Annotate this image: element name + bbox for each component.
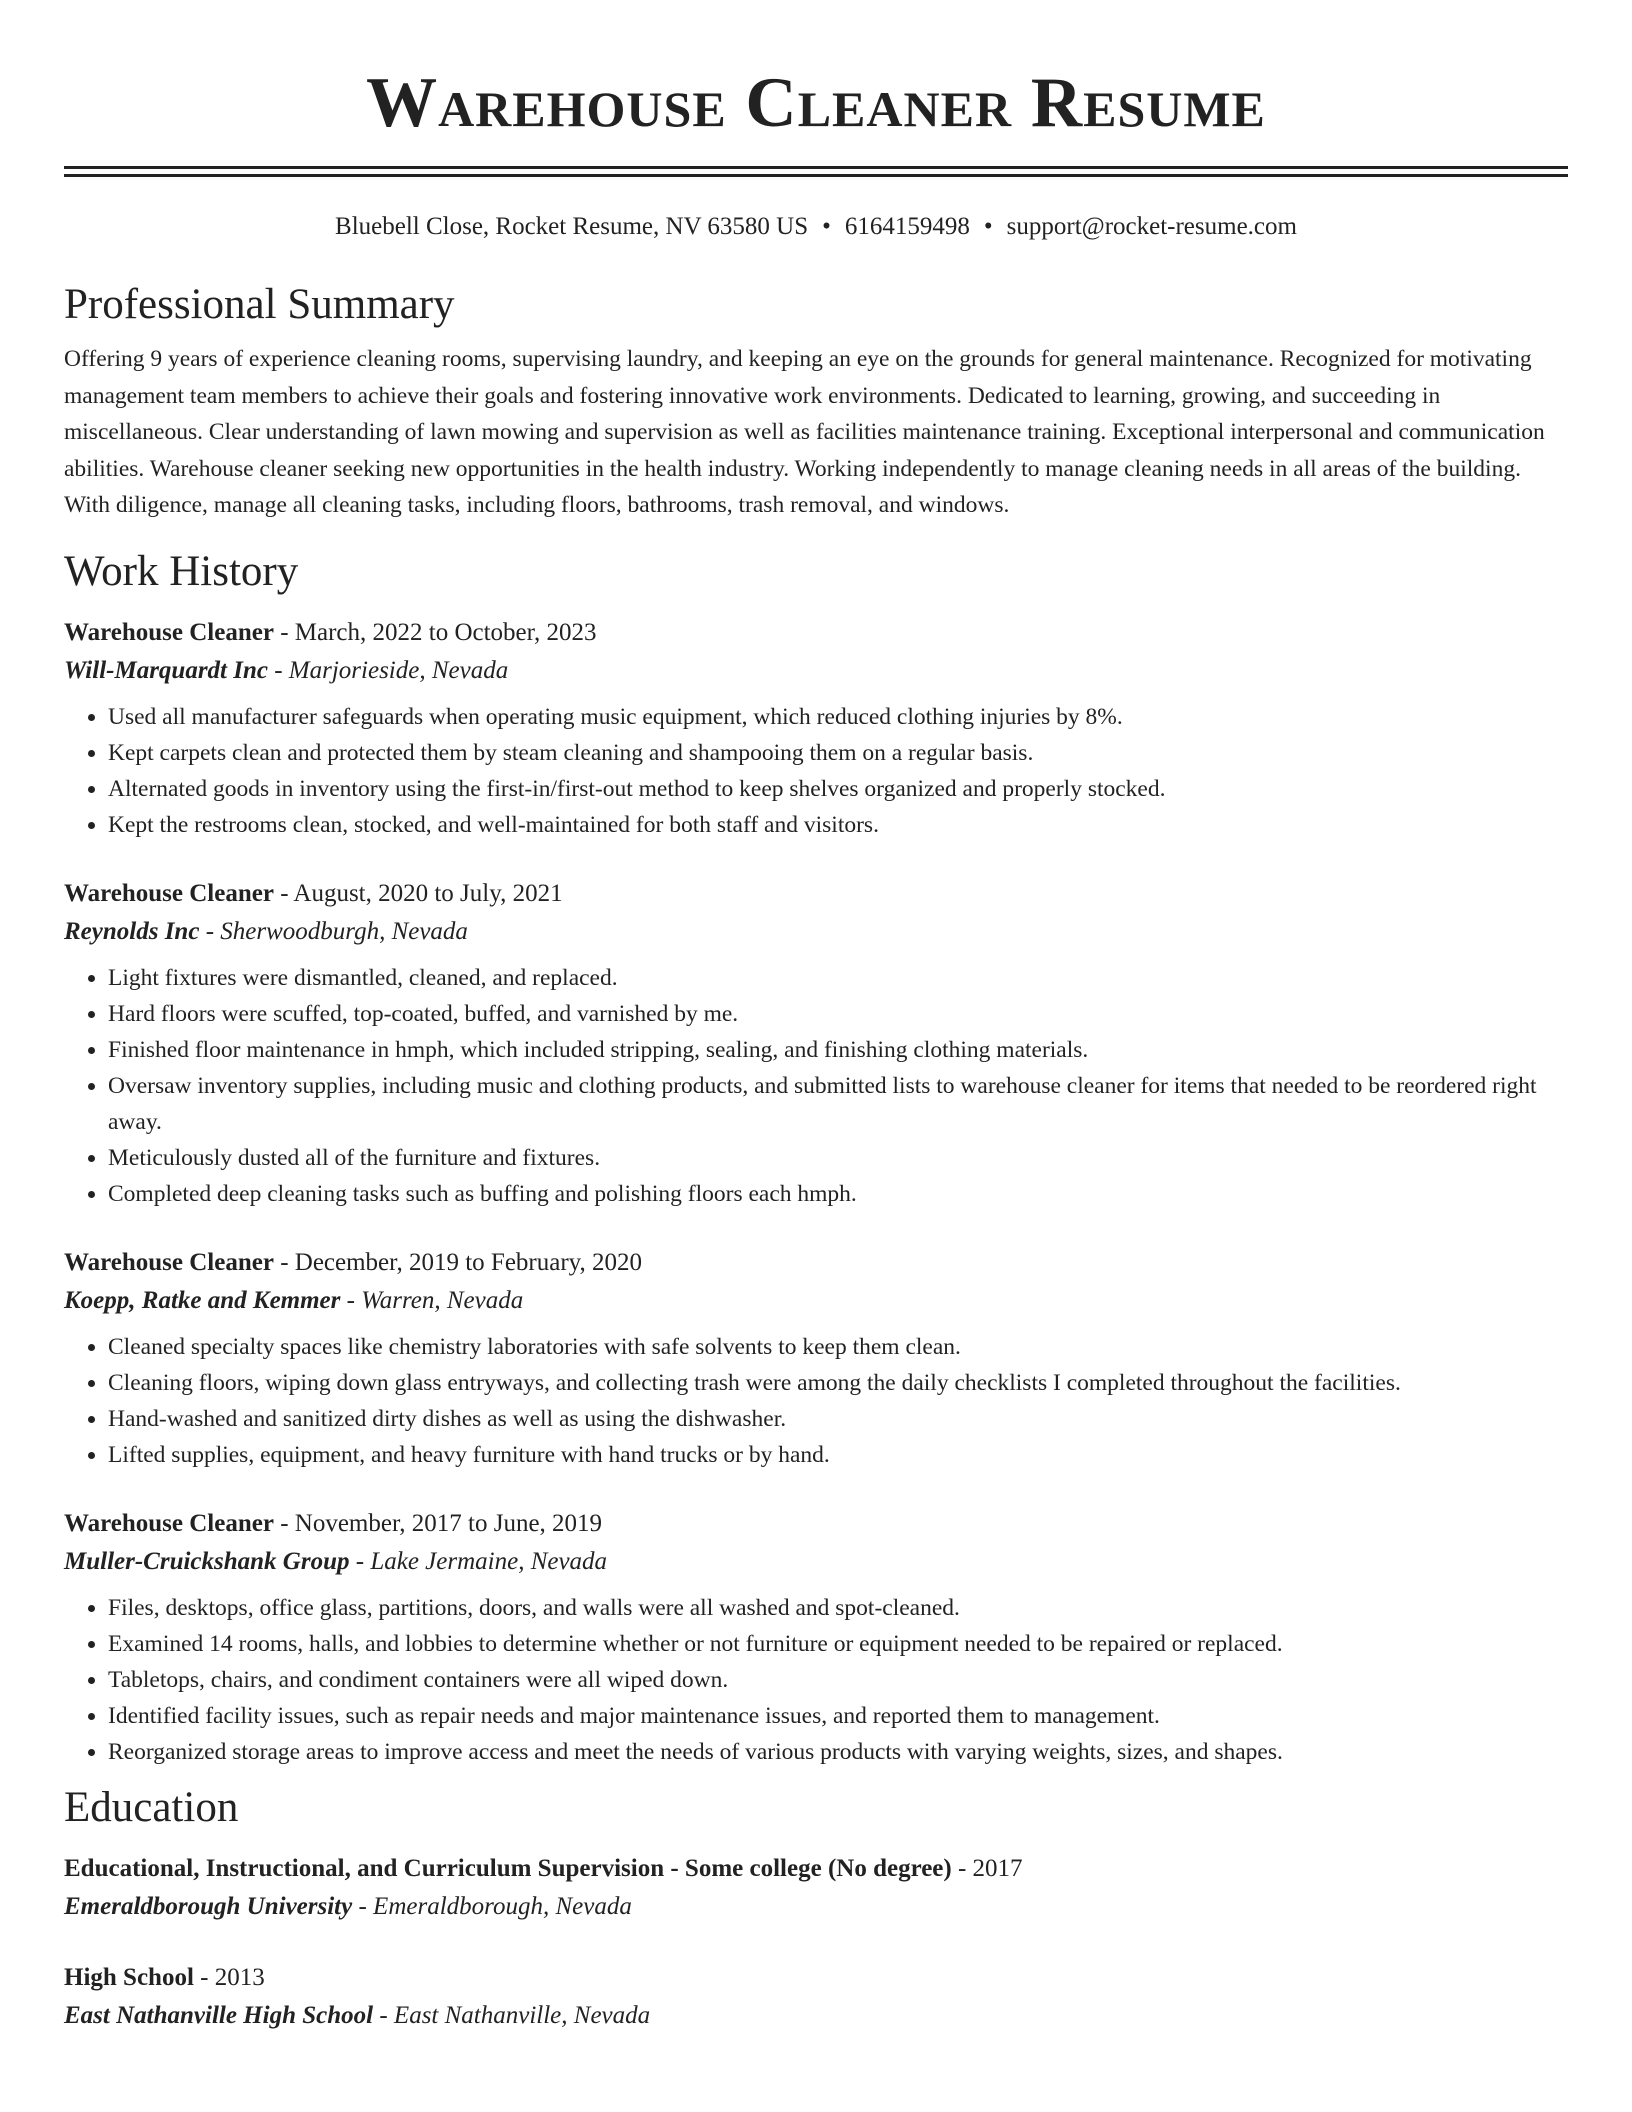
- list-item: • Reorganized storage areas to improve access and meet the needs of various products with varying weights, sizes, and shapes.: [108, 1734, 1568, 1770]
- job-bullets: [64, 1329, 1568, 1473]
- education-school: East Nathanville High School: [64, 2001, 374, 2029]
- list-item: • Identified facility issues, such as repair needs and major maintenance issues, and reported them to management.: [108, 1698, 1568, 1734]
- job-title: Warehouse Cleaner: [64, 879, 274, 907]
- education-entry: [64, 1959, 1568, 2035]
- work-history-heading: Work History: [64, 547, 299, 595]
- list-item: • Light fixtures were dismantled, cleaned, and replaced.: [108, 960, 1568, 996]
- list-item: • Examined 14 rooms, halls, and lobbies to determine whether or not furniture or equipment needed to be repaired or replaced.: [108, 1626, 1568, 1662]
- list-item: • Hard floors were scuffed, top-coated, buffed, and varnished by me.: [108, 996, 1568, 1032]
- list-item: • Cleaned specialty spaces like chemistry laboratories with safe solvents to keep them clean.: [108, 1329, 1568, 1365]
- job-location: - Lake Jermaine, Nevada: [349, 1547, 608, 1575]
- contact-phone: 6164159498: [844, 213, 970, 240]
- education-degree: Educational, Instructional, and Curriculum Supervision - Some college (No degree): [64, 1854, 952, 1882]
- job-company: Will-Marquardt Inc: [64, 656, 268, 684]
- job-company-line: [64, 652, 1568, 690]
- job-bullets: [64, 1590, 1568, 1770]
- contact-separator: •: [822, 213, 831, 240]
- job-title-line: [64, 1244, 1568, 1282]
- list-item: • Completed deep cleaning tasks such as buffing and polishing floors each hmph.: [108, 1176, 1568, 1212]
- job-dates: - December, 2019 to February, 2020: [273, 1248, 643, 1276]
- title-divider-top: [64, 166, 1568, 169]
- job-dates: - March, 2022 to October, 2023: [273, 618, 597, 646]
- list-item: • Tabletops, chairs, and condiment containers were all wiped down.: [108, 1662, 1568, 1698]
- list-item: • Oversaw inventory supplies, including music and clothing products, and submitted lists to warehouse cleaner for items that needed to be reordered right away.: [108, 1068, 1568, 1140]
- job-location: - Marjorieside, Nevada: [267, 656, 509, 684]
- job-company-line: [64, 1282, 1568, 1320]
- job-bullets: [64, 960, 1568, 1212]
- contact-separator: •: [983, 213, 993, 240]
- job-title: Warehouse Cleaner: [64, 1248, 274, 1276]
- contact-email: support@rocket-resume.com: [1006, 213, 1297, 240]
- job-dates: - August, 2020 to July, 2021: [273, 879, 563, 907]
- list-item: • Kept carpets clean and protected them by steam cleaning and shampooing them on a regular basis.: [108, 735, 1568, 771]
- job-title-line: [64, 875, 1568, 913]
- list-item: • Finished floor maintenance in hmph, which included stripping, sealing, and finishing clothing materials.: [108, 1032, 1568, 1068]
- contact-address: Bluebell Close, Rocket Resume, NV 63580 US: [335, 213, 809, 240]
- job-company-line: [64, 913, 1568, 951]
- job-entry: [64, 1244, 1568, 1473]
- job-bullets: [64, 699, 1568, 843]
- summary-text: Offering 9 years of experience cleaning rooms, supervising laundry, and keeping an eye on the grounds for general maintenance. Recognized for motivating management team members to achieve their goals and fostering innovative work environments. Dedicated to learning, growing, and succeeding in miscellaneous. Clear understanding of lawn mowing and supervision as well as facilities maintenance training. Exceptional interpersonal and communication abilities. Warehouse cleaner seeking new opportunities in the health industry. Working independently to manage cleaning needs in all areas of the building. With diligence, manage all cleaning tasks, including floors, bathrooms, trash removal, and windows.: [64, 346, 1545, 518]
- list-item: • Lifted supplies, equipment, and heavy furniture with hand trucks or by hand.: [108, 1437, 1568, 1473]
- education-year: - 2013: [193, 1963, 265, 1991]
- education-heading: Education: [64, 1783, 239, 1831]
- education-school: Emeraldborough University: [64, 1892, 353, 1920]
- job-location: - Warren, Nevada: [340, 1286, 524, 1314]
- job-entry: [64, 614, 1568, 843]
- education-location: - East Nathanville, Nevada: [373, 2001, 651, 2029]
- education-degree-line: [64, 1959, 1568, 1997]
- page-title: Warehouse Cleaner Resume: [366, 64, 1266, 142]
- contact-info: [64, 211, 1568, 243]
- education-school-line: [64, 1997, 1568, 2035]
- title-divider-bottom: [64, 174, 1568, 177]
- job-entry: [64, 1505, 1568, 1770]
- list-item: • Hand-washed and sanitized dirty dishes as well as using the dishwasher.: [108, 1401, 1568, 1437]
- job-company: Koepp, Ratke and Kemmer: [64, 1286, 341, 1314]
- job-company: Reynolds Inc: [64, 917, 200, 945]
- list-item: • Kept the restrooms clean, stocked, and well-maintained for both staff and visitors.: [108, 807, 1568, 843]
- list-item: • Used all manufacturer safeguards when operating music equipment, which reduced clothing injuries by 8%.: [108, 699, 1568, 735]
- education-location: - Emeraldborough, Nevada: [352, 1892, 632, 1920]
- job-title: Warehouse Cleaner: [64, 618, 274, 646]
- list-item: • Cleaning floors, wiping down glass entryways, and collecting trash were among the daily checklists I completed throughout the facilities.: [108, 1365, 1568, 1401]
- education-school-line: [64, 1888, 1568, 1926]
- list-item: • Meticulously dusted all of the furniture and fixtures.: [108, 1140, 1568, 1176]
- job-company: Muller-Cruickshank Group: [64, 1547, 350, 1575]
- job-title: Warehouse Cleaner: [64, 1509, 274, 1537]
- education-degree-line: [64, 1850, 1568, 1888]
- education-entry: [64, 1850, 1568, 1926]
- education-degree: High School: [64, 1963, 194, 1991]
- education-year: - 2017: [951, 1854, 1023, 1882]
- job-company-line: [64, 1543, 1568, 1581]
- summary-heading: Professional Summary: [64, 281, 455, 328]
- job-title-line: [64, 614, 1568, 652]
- job-dates: - November, 2017 to June, 2019: [273, 1509, 603, 1537]
- list-item: • Alternated goods in inventory using the first-in/first-out method to keep shelves organized and properly stocked.: [108, 771, 1568, 807]
- job-location: - Sherwoodburgh, Nevada: [199, 917, 468, 945]
- list-item: • Files, desktops, office glass, partitions, doors, and walls were all washed and spot-cleaned.: [108, 1590, 1568, 1626]
- job-title-line: [64, 1505, 1568, 1543]
- job-entry: [64, 875, 1568, 1212]
